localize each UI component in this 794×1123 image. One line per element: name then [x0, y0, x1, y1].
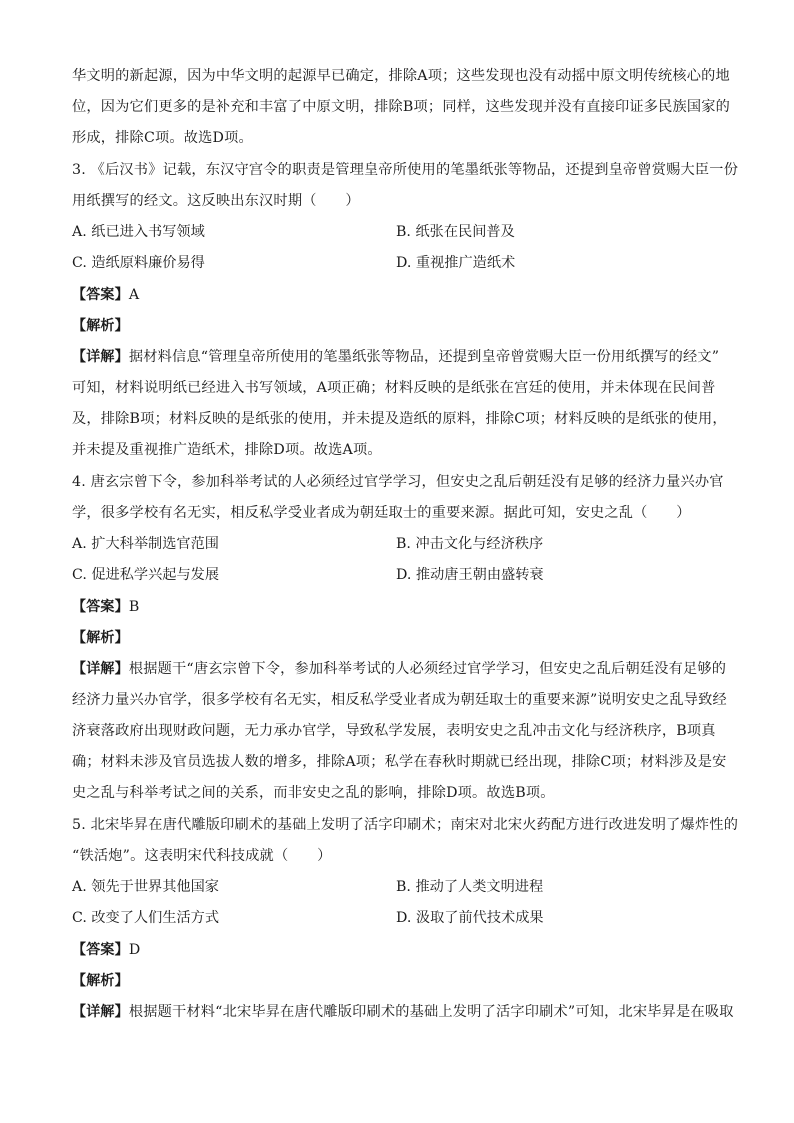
- analysis-tag: 【解析】: [72, 630, 129, 646]
- answer-tag: 【答案】: [72, 287, 129, 303]
- detail-tag: 【详解】: [72, 1004, 129, 1020]
- answer-value: B: [128, 599, 140, 615]
- answer-tag: 【答案】: [72, 942, 129, 958]
- paragraph-line: 经济力量兴办官学，很多学校有名无实，相反私学受业者成为朝廷取士的重要来源”说明安史之乱导致经: [72, 692, 727, 708]
- paragraph-line: 可知，材料说明纸已经进入书写领域，A项正确；材料反映的是纸张在宫廷的使用，并未体现在民间普: [72, 380, 716, 396]
- question-3-option-d: D. 重视推广造纸术: [396, 255, 516, 271]
- question-3-detail: [72, 347, 719, 367]
- answer-tag: 【答案】: [72, 599, 129, 615]
- question-5-option-d: D. 汲取了前代技术成果: [396, 910, 544, 926]
- question-4-option-b: B. 冲击文化与经济秩序: [396, 536, 544, 552]
- answer-value: A: [128, 287, 140, 303]
- detail-text: 根据题干材料“北宋毕昇在唐代雕版印刷术的基础上发明了活字印刷术”可知，北宋毕昇是在吸取: [128, 1004, 734, 1020]
- question-3-answer: [72, 285, 139, 305]
- question-4-stem: 学，很多学校有名无实，相反私学受业者成为朝廷取士的重要来源。据此可知，安史之乱（ ）: [72, 505, 691, 521]
- question-4-stem: 4. 唐玄宗曾下令，参加科举考试的人必须经过官学学习，但安史之乱后朝廷没有足够的经济力量兴办官: [72, 474, 724, 490]
- question-3-stem: 3. 《后汉书》记载，东汉守宫令的职责是管理皇帝所使用的笔墨纸张等物品，还提到皇帝曾赏赐大臣一份: [72, 162, 739, 178]
- paragraph-line: 华文明的新起源，因为中华文明的起源早已确定，排除A项；这些发现也没有动摇中原文明传统核心的地: [72, 68, 730, 84]
- analysis-tag: 【解析】: [72, 318, 129, 334]
- question-5-detail: [72, 1002, 734, 1022]
- detail-text: 据材料信息“管理皇帝所使用的笔墨纸张等物品，还提到皇帝曾赏赐大臣一份用纸撰写的经文”: [128, 349, 720, 365]
- question-5-option-c: C. 改变了人们生活方式: [72, 910, 220, 926]
- question-4-option-a: A. 扩大科举制选官范围: [72, 536, 219, 552]
- question-3-option-b: B. 纸张在民间普及: [396, 224, 515, 240]
- paragraph-line: 位，因为它们更多的是补充和丰富了中原文明，排除B项；同样，这些发现并没有直接印证多民族国家的: [72, 99, 731, 115]
- question-5-analysis-tag: [72, 971, 129, 991]
- paragraph-line: 及，排除B项；材料反映的是纸张的使用，并未提及造纸的原料，排除C项；材料反映的是纸张的使用，: [72, 411, 727, 427]
- detail-text: 根据题干“唐玄宗曾下令，参加科举考试的人必须经过官学学习，但安史之乱后朝廷没有足够的: [128, 661, 727, 677]
- detail-tag: 【详解】: [72, 661, 129, 677]
- question-5-stem: 5. 北宋毕昇在唐代雕版印刷术的基础上发明了活字印刷术；南宋对北宋火药配方进行改进发明了爆炸性的: [72, 817, 739, 833]
- paragraph-line: 并未提及重视推广造纸术，排除D项。故选A项。: [72, 442, 382, 458]
- question-3-option-c: C. 造纸原料廉价易得: [72, 255, 205, 271]
- question-4-answer: [72, 597, 139, 617]
- paragraph-line: 确；材料未涉及官员选拔人数的增多，排除A项；私学在春秋时期就已经出现，排除C项；材料涉及是安: [72, 754, 727, 770]
- paragraph-line: 形成，排除C项。故选D项。: [72, 130, 253, 146]
- question-5-option-a: A. 领先于世界其他国家: [72, 879, 219, 895]
- question-5-answer: [72, 940, 140, 960]
- question-4-detail: [72, 659, 726, 679]
- paragraph-line: 济衰落政府出现财政问题，无力承办官学，导致私学发展，表明安史之乱冲击文化与经济秩序，B项真: [72, 723, 716, 739]
- paragraph-line: 史之乱与科举考试之间的关系，而非安史之乱的影响，排除D项。故选B项。: [72, 785, 555, 801]
- question-5-option-b: B. 推动了人类文明进程: [396, 879, 544, 895]
- question-3-analysis-tag: [72, 316, 129, 336]
- question-4-option-d: D. 推动唐王朝由盛转衰: [396, 567, 544, 583]
- question-5-stem: “铁活炮”。这表明宋代科技成就（ ）: [72, 848, 332, 864]
- answer-value: D: [128, 942, 141, 958]
- detail-tag: 【详解】: [72, 349, 129, 365]
- question-4-option-c: C. 促进私学兴起与发展: [72, 567, 220, 583]
- question-3-option-a: A. 纸已进入书写领域: [72, 224, 205, 240]
- analysis-tag: 【解析】: [72, 973, 129, 989]
- question-3-stem: 用纸撰写的经文。这反映出东汉时期（ ）: [72, 193, 360, 209]
- question-4-analysis-tag: [72, 628, 129, 648]
